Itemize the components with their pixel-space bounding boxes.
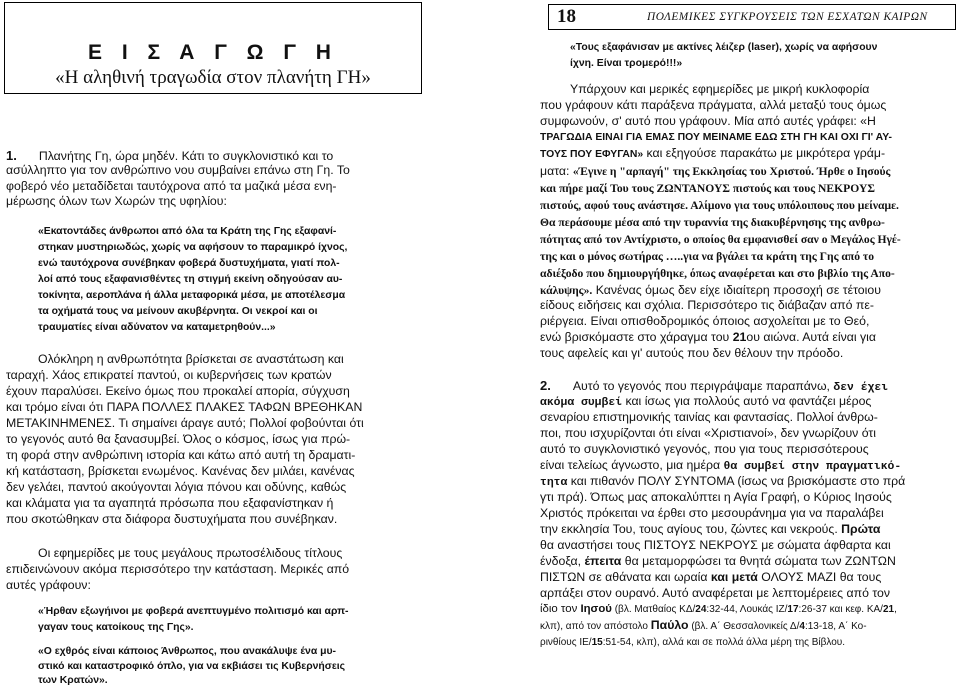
right-paragraph-line: Υπάρχουν και μερικές εφημερίδες με μικρή κυκλοφορία [570, 82, 870, 96]
paragraph-2-line: που σκοτώθηκαν στα διάφορα δυστυχήματα που συνέβηκαν. [6, 512, 338, 526]
paragraph-3-line: αυτές γράφουν: [6, 578, 91, 592]
paragraph-2-line: Ολόκληρη η ανθρωπότητα βρίσκεται σε αναστάτωση και [38, 352, 344, 366]
right-paragraph-line: ενώ βρισκόμαστε στο χάραγμα του 21ου αιώνα. Αυτά είναι για [540, 330, 876, 344]
serif-quote-line: της και ο μόνος σωτήρας …..για να βγάλει τα κράτη της Γης από το [540, 250, 875, 263]
paragraph-2-line: κή κατάσταση, βρίσκεται ενωμένος. Κανένας δεν μιλάει, κανένας [6, 464, 355, 478]
p2-line: 2. Αυτό το γεγονός που περιγράψαμε παραπάνω, δεν έχει [540, 378, 889, 394]
paragraph-3-line: Οι εφημερίδες με τους μεγάλους πρωτοσέλιδους τίτλους [38, 546, 343, 560]
quote-2-line: «Ήρθαν εξωγήινοι με φοβερά ανεπτυγμένο πολιτισμό και αρπ- [38, 606, 349, 617]
right-paragraph-line: ριέργεια. Είναι οπισθοδρομικός όποιος ασχολείται με το Θεό, [540, 314, 870, 328]
quote-1-line: «Εκατοντάδες άνθρωποι από όλα τα Κράτη της Γης εξαφανί- [38, 226, 337, 237]
serif-quote-line: και πήρε μαζί Του τους ΖΩΝΤΑΝΟΥΣ πιστούς και τους ΝΕΚΡΟΥΣ [540, 182, 875, 195]
quote-1-line: λοί από τους εξαφανισθέντες τη στιγμή εκείνη οδηγούσαν αυ- [38, 274, 343, 285]
paragraph-1-line: 1. Πλανήτης Γη, ώρα μηδέν. Κάτι το συγκλονιστικό και το [6, 148, 334, 163]
quote-top-line: «Τους εξαφάνισαν με ακτίνες λέιζερ (laser), χωρίς να αφήσουν [570, 42, 878, 53]
paragraph-2-line: έχουν παραλύσει. Εκείνο όμως που προκαλεί απορία, σύγχυση [6, 384, 350, 398]
serif-quote-line: πιστούς, αφού τους ανάστησε. Αλίμονο για τους υπόλοιπους που μείναμε. [540, 199, 899, 212]
quote-1-line: τραυματίες είναι αδύνατον να καταμετρηθούν...» [38, 322, 276, 333]
serif-quote-line: Θα περάσουμε μέσα από την τυραννία της διακυβέρνησης της ανθρω- [540, 216, 885, 229]
quote-3-line: των Κρατών». [38, 675, 108, 686]
p2-line: είναι τελείως άγνωστο, μια ημέρα θα συμβεί στην πραγματικό- [540, 458, 902, 473]
p2-line: αυτό το συγκλονιστικό γεγονός, που για τους περισσότερους [540, 442, 869, 456]
p2-line: Χριστός πρόκειται να έρθει στο μεσουράνημα για να παραλάβει [540, 506, 884, 520]
p2-line: ένδοξα, έπειτα θα μεταμορφώσει τα θνητά σώματα των ΖΩΝΤΩΝ [540, 554, 896, 568]
paragraph-number: 2. [540, 378, 551, 393]
paragraph-1-line: ασύλληπτο για τον ανθρώπινο νου συμβαίνει επάνω στη Γη. Το [6, 163, 350, 177]
serif-quote-line: ματα: «Έγινε η "αρπαγή" της Εκκλησίας του Χριστού. Ήρθε ο Ιησούς [540, 164, 891, 178]
caps-line-2: ΤΟΥΣ ΠΟΥ ΕΦΥΓΑΝ» και εξηγούσε παρακάτω με μικρότερα γράμ- [540, 146, 886, 160]
quote-3-line: στικό και καταστροφικό όπλο, για να εκβιάσει τις Κυβερνήσεις [38, 661, 346, 672]
paragraph-2-line: δεν γελάει, παντού ακούγονται λόγια πόνου και οδύνης, καθώς [6, 480, 347, 494]
paragraph-1-line: φοβερό νέο μεταδίδεται ταυτόχρονα από τα μαζικά μέσα ενη- [6, 179, 337, 193]
paragraph-1-line: μέρωσης όλων των Χωρών της υφηλίου: [6, 194, 227, 208]
right-paragraph-line: συμφωνούν, σ' αυτό που γράφουν. Μία από αυτές γράφει: «Η [540, 114, 876, 128]
p2-line: θα αναστήσει τους ΠΙΣΤΟΥΣ ΝΕΚΡΟΥΣ με σώματα άφθαρτα και [540, 538, 891, 552]
p2-line: σεναρίου επιστημονικής ταινίας και φαντασίας. Πολλοί άνθρω- [540, 410, 878, 424]
right-paragraph-line: κάλυψης». Κανένας όμως δεν είχε ιδιαίτερη προσοχή σε τέτοιου [540, 283, 881, 297]
p2-line: αρπάξει στον ουρανό. Αυτό αναφέρεται με λεπτομέρειες από τον [540, 586, 890, 600]
p2-line: ρινθίους ΙΕ/15:51-54, κλπ), αλλά και σε πολλά άλλα μέρη της Βίβλου. [540, 637, 846, 648]
p2-line: γτι πρά). Όπως μας αποκαλύπτει η Αγία Γραφή, ο Κύριος Ιησούς [540, 490, 892, 504]
page-number: 18 [557, 6, 576, 27]
p2-line: ίδιο τον Ιησού (βλ. Ματθαίος ΚΔ/24:32-44, Λουκάς ΙΖ/17:26-37 και κεφ. ΚΑ/21, [540, 603, 897, 615]
p2-line: κλπ), από τον απόστολο Παύλο (βλ. Α΄ Θεσσαλονικείς Δ/4:13-18, Α΄ Κο- [540, 618, 867, 632]
paragraph-2-line: ΜΕΤΑΚΙΝΗΜΕΝΕΣ. Τι σημαίνει άραγε αυτό; Πολλοί φοβούνται ότι [6, 416, 364, 430]
section-subtitle: «Η αληθινή τραγωδία στον πλανήτη ΓΗ» [55, 67, 371, 88]
quote-3-line: «Ο εχθρός είναι κάποιος Άνθρωπος, που ανακάλυψε ένα μυ- [38, 646, 336, 657]
p2-line: τητα και πιθανόν ΠΟΛΥ ΣΥΝΤΟΜΑ (ίσως να βρισκόμαστε στο πρά [540, 474, 906, 489]
paragraph-2-line: και κλάματα για τα αγαπητά πρόσωπα που εξαφανίστηκαν ή [6, 496, 334, 510]
quote-top-line: ίχνη. Είναι τρομερό!!!» [570, 58, 683, 69]
section-title: Ε Ι Σ Α Γ Ω Γ Η [88, 41, 338, 64]
quote-2-line: γαγαν τους κατοίκους της Γης». [38, 622, 194, 633]
running-header [548, 4, 956, 30]
p2-line: ποι, που ισχυρίζονται ότι είναι «Χριστιανοί», δεν γνωρίζουν ότι [540, 426, 876, 440]
paragraph-2-line: ταραχή. Χάος επικρατεί παντού, οι κυβερνήσεις των κρατών [6, 368, 332, 382]
serif-quote-line: αδιέξοδο που δημιουργήθηκε, όπως αναφέρεται και στο βιβλίο της Απο- [540, 267, 895, 280]
quote-1-line: τα οχήματά τους να μείνουν ακυβέρνητα. Οι νεκροί και οι [38, 306, 318, 317]
right-paragraph-line: τους αφελείς και γι' αυτούς που δεν θέλουν την πρόοδο. [540, 346, 844, 360]
quote-1-line: τοκίνητα, αεροπλάνα ή άλλα μεταφορικά μέσα, με αποτέλεσμα [38, 290, 346, 301]
running-title: ΠΟΛΕΜΙΚΕΣ ΣΥΓΚΡΟΥΣΕΙΣ ΤΩΝ ΕΣΧΑΤΩΝ ΚΑΙΡΩΝ [647, 11, 928, 23]
paragraph-number: 1. [6, 148, 17, 163]
caps-line: ΤΡΑΓΩΔΙΑ ΕΙΝΑΙ ΓΙΑ ΕΜΑΣ ΠΟΥ ΜΕΙΝΑΜΕ ΕΔΩ ΣΤΗ ΓΗ ΚΑΙ ΟΧΙ ΓΙ' ΑΥ- [540, 132, 893, 143]
p2-line: ακόμα συμβεί και ίσως για πολλούς αυτό να φαντάζει μέρος [540, 394, 872, 409]
quote-1-line: ενώ ταυτόχρονα συνέβηκαν φοβερά δυστυχήματα, γιατί πολ- [38, 258, 340, 269]
p2-line: ΠΙΣΤΩΝ σε αθάνατα και ωραία και μετά ΟΛΟΥΣ ΜΑΖΙ θα τους [540, 570, 882, 584]
paragraph-2-line: το γεγονός αυτό θα ξανασυμβεί. Όλος ο κόσμος, ίσως για πρώ- [6, 432, 351, 446]
paragraph-2-line: τη φορά στην ανθρώπινη ιστορία και κάτω από αυτή τη δραματι- [6, 448, 356, 462]
p2-line: την εκκλησία Του, τους αγίους του, ζώντες και νεκρούς. Πρώτα [540, 522, 881, 536]
right-paragraph-line: που γράφουν κάτι παράξενα πράγματα, αλλά μεταξύ τους όμως [540, 98, 887, 112]
serif-quote-line: πότητας από τον Αντίχριστο, ο οποίος θα εμφανισθεί σαν ο Μεγάλος Ηγέ- [540, 233, 901, 246]
right-paragraph-line: είδους ειδήσεις και σχόλια. Περισσότερο τις διάβαζαν από πε- [540, 298, 874, 312]
paragraph-2-line: και τρόμο είναι ότι ΠΑΡΑ ΠΟΛΛΕΣ ΠΛΑΚΕΣ ΤΑΦΩΝ ΒΡΕΘΗΚΑΝ [6, 400, 363, 414]
quote-1-line: στηκαν μυστηριωδώς, χωρίς να αφήσουν το παραμικρό ίχνος, [38, 242, 348, 253]
title-box [4, 2, 422, 94]
paragraph-3-line: επιδεινώνουν ακόμα περισσότερο την κατάσταση. Μερικές από [6, 562, 350, 576]
